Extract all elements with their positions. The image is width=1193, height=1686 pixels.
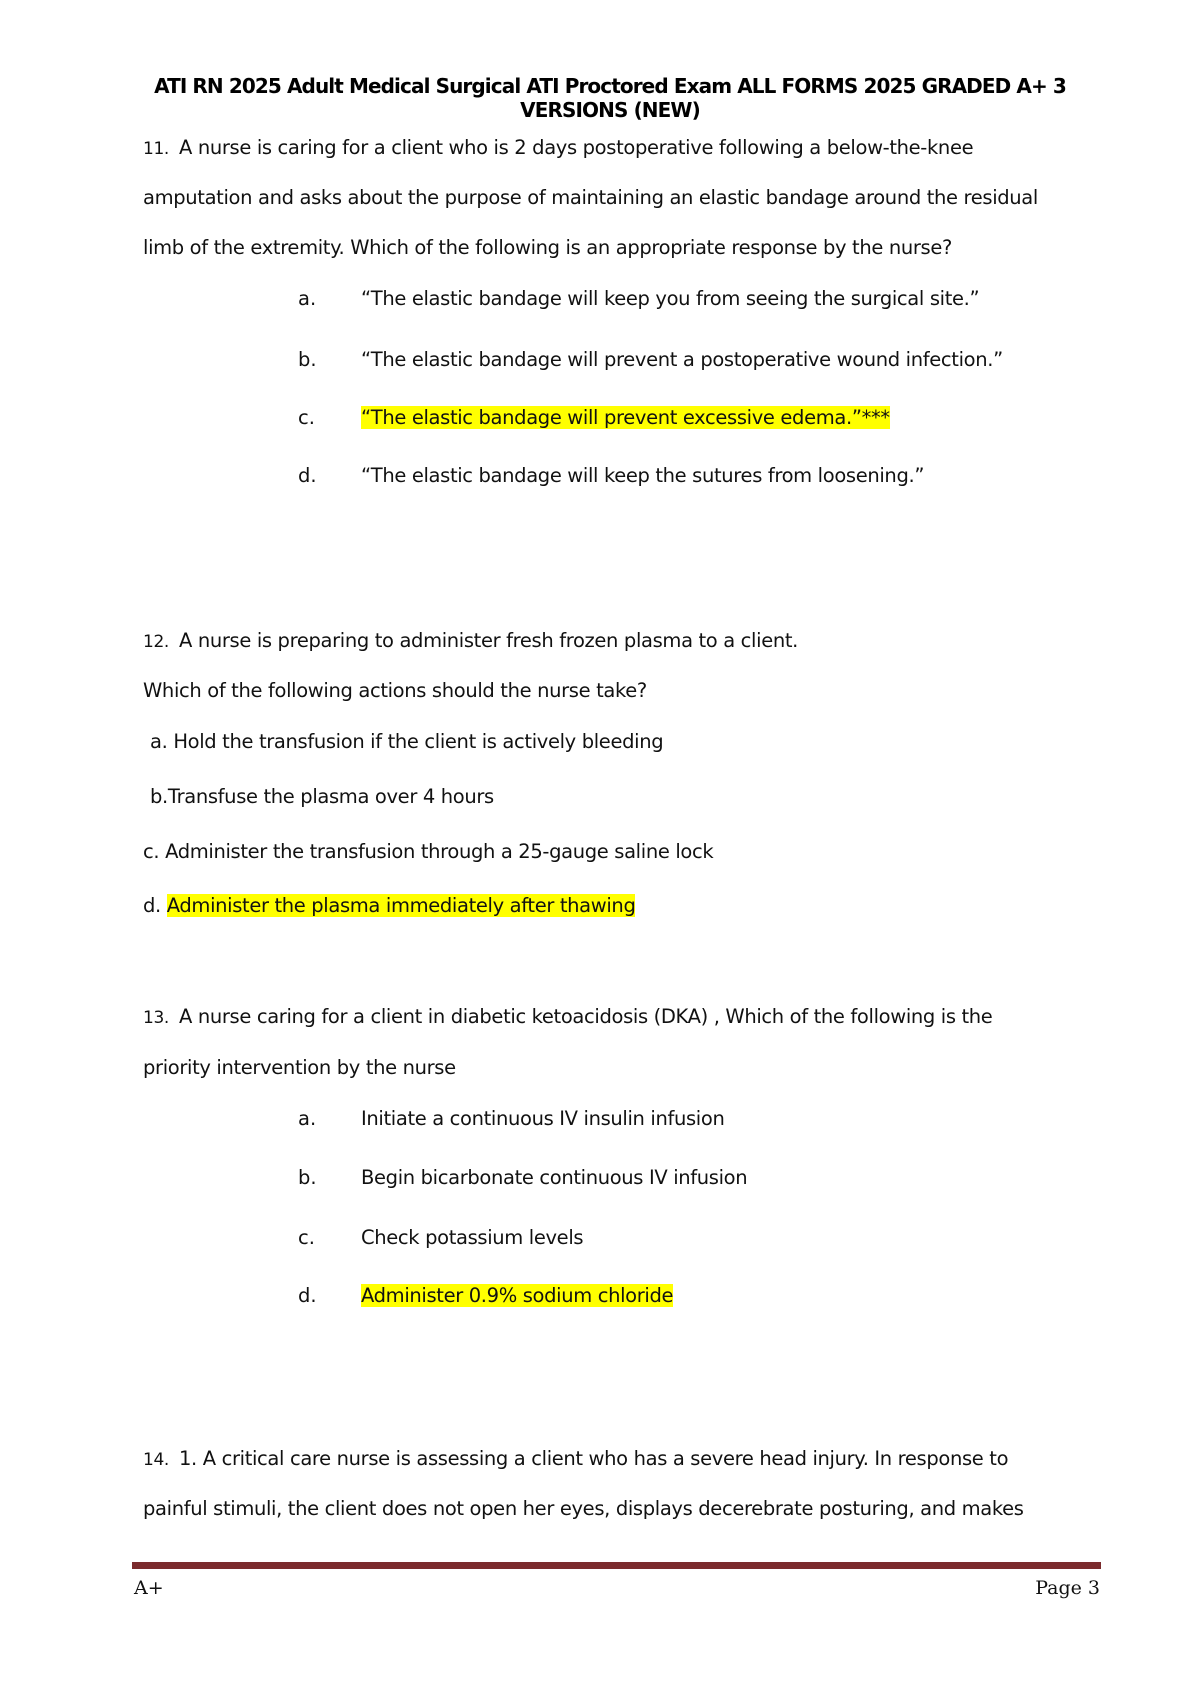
- document-title: [150, 74, 1070, 122]
- q14-stem-line-1: [143, 1446, 1008, 1473]
- q11-option-d-letter: d.: [298, 464, 317, 487]
- q12-option-c-text: Administer the transfusion through a 25-gauge saline lock: [165, 840, 714, 863]
- q12-option-a-text: Hold the transfusion if the client is actively bleeding: [173, 730, 664, 753]
- q13-option-d-letter: d.: [298, 1284, 317, 1307]
- q12-option-d: [143, 893, 635, 919]
- q12-text-1: A nurse is preparing to administer fresh frozen plasma to a client.: [179, 629, 798, 652]
- q11-option-a-text: “The elastic bandage will keep you from seeing the surgical site.”: [361, 287, 980, 310]
- q12-stem-line-1: [143, 628, 798, 655]
- q11-option-b-letter: b.: [298, 348, 317, 371]
- q11-stem-line-3: limb of the extremity. Which of the following is an appropriate response by the nurse?: [143, 236, 952, 259]
- q14-stem-line-2: painful stimuli, the client does not open her eyes, displays decerebrate posturing, and makes: [143, 1497, 1024, 1520]
- q12-option-c-letter: c.: [143, 840, 160, 863]
- q11-option-a-letter: a.: [298, 287, 317, 310]
- q12-stem-line-2: Which of the following actions should the nurse take?: [143, 679, 647, 702]
- q12-option-a: [150, 729, 663, 755]
- q12-option-b: [150, 784, 494, 810]
- q12-option-d-text: Administer the plasma immediately after thawing: [166, 894, 636, 917]
- q11-option-d-text: “The elastic bandage will keep the sutures from loosening.”: [361, 464, 925, 487]
- q11-stem-line-1: [143, 135, 973, 162]
- q13-option-b-letter: b.: [298, 1166, 317, 1189]
- q12-option-d-letter: d.: [143, 894, 161, 917]
- q11-option-c-letter: c.: [298, 406, 315, 429]
- q12-option-c: [143, 839, 713, 865]
- q12-number: 12.: [143, 632, 169, 652]
- q12-option-b-text: Transfuse the plasma over 4 hours: [167, 785, 494, 808]
- q13-text-1: A nurse caring for a client in diabetic ketoacidosis (DKA) , Which of the following is the: [179, 1005, 993, 1028]
- q13-option-c-letter: c.: [298, 1226, 315, 1249]
- q13-number: 13.: [143, 1008, 169, 1028]
- q14-number: 14.: [143, 1450, 169, 1470]
- q13-option-b-text: Begin bicarbonate continuous IV infusion: [361, 1166, 748, 1189]
- q11-option-b-text: “The elastic bandage will prevent a postoperative wound infection.”: [361, 348, 1003, 371]
- footer-rule: [132, 1562, 1101, 1569]
- q14-text-1: 1. A critical care nurse is assessing a client who has a severe head injury. In response to: [179, 1447, 1009, 1470]
- q13-option-a-text: Initiate a continuous IV insulin infusion: [361, 1107, 725, 1130]
- q13-stem-line-2: priority intervention by the nurse: [143, 1056, 456, 1079]
- page-number: Page 3: [1035, 1577, 1100, 1599]
- title-line-2: VERSIONS (NEW): [520, 98, 700, 122]
- q11-number: 11.: [143, 139, 169, 159]
- q11-option-c-text: “The elastic bandage will prevent excessive edema.”***: [361, 406, 890, 429]
- q11-stem-line-2: amputation and asks about the purpose of maintaining an elastic bandage around the residual: [143, 186, 1038, 209]
- q13-option-a-letter: a.: [298, 1107, 317, 1130]
- title-line-1: ATI RN 2025 Adult Medical Surgical ATI Proctored Exam ALL FORMS 2025 GRADED A+ 3: [154, 74, 1066, 98]
- q13-option-d-text: Administer 0.9% sodium chloride: [361, 1284, 674, 1307]
- q13-option-c-text: Check potassium levels: [361, 1226, 584, 1249]
- q12-option-a-letter: a.: [150, 730, 168, 753]
- footer-left-text: A+: [134, 1577, 164, 1599]
- q13-stem-line-1: [143, 1004, 992, 1031]
- q11-text-1: A nurse is caring for a client who is 2 days postoperative following a below-the-knee: [179, 136, 974, 159]
- q12-option-b-letter: b.: [150, 785, 168, 808]
